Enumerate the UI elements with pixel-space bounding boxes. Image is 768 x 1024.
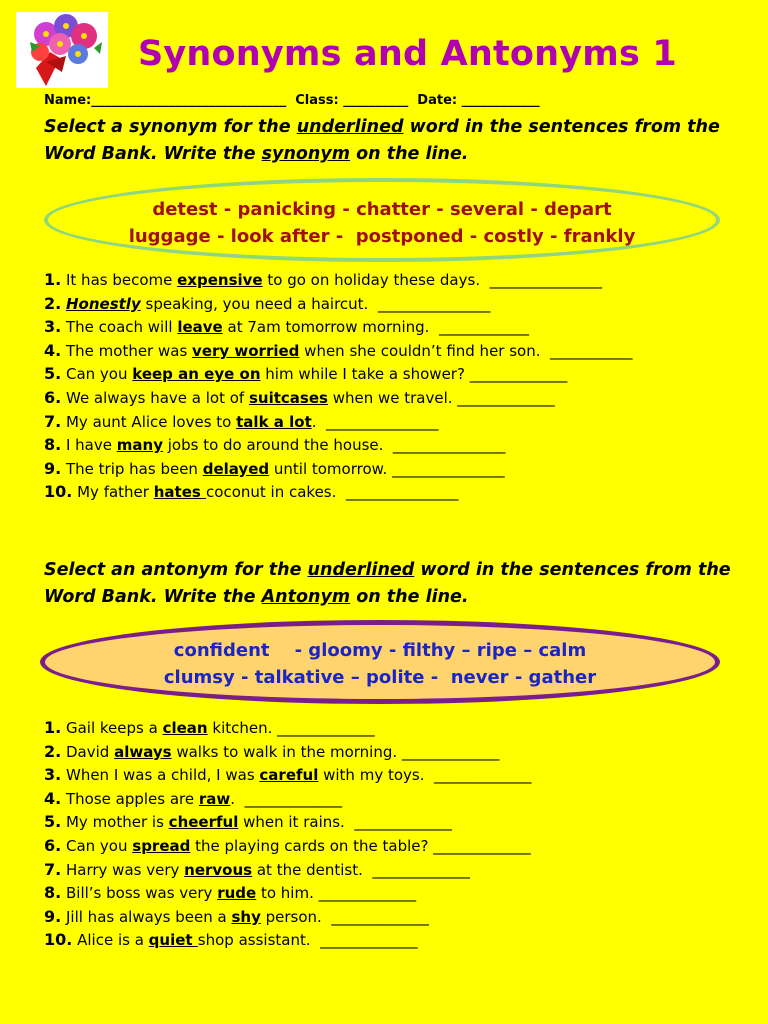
sentence-text-with-blank: him while I take a shower? _____________ — [260, 365, 568, 384]
sentence-row — [44, 410, 633, 434]
sentence-text: Bill’s boss was very — [61, 884, 218, 903]
underlined-word: careful — [259, 766, 319, 785]
underlined-word: many — [116, 436, 163, 455]
underlined-word: nervous — [184, 860, 253, 879]
sentence-text: The mother was — [61, 341, 193, 360]
sentence-text: It has become — [61, 271, 178, 289]
antonym-instruction: Select an antonym for the underlined word in the sentences from the Word Bank. Write the Antonym on the line. — [44, 560, 731, 607]
sentence-text: Gail keeps a — [61, 719, 163, 737]
item-number: 10. — [44, 482, 73, 502]
sentence-text-with-blank: when it rains. _____________ — [238, 813, 452, 832]
sentence-text-with-blank: until tomorrow. _______________ — [269, 459, 505, 478]
sentence-text-with-blank: the playing cards on the table? _____________ — [190, 836, 531, 855]
item-number: 4. — [44, 788, 62, 808]
antonym-sentence-list — [44, 716, 532, 952]
sentence-text: Those apples are — [61, 789, 199, 808]
sentence-text-with-blank: with my toys. _____________ — [318, 766, 532, 785]
page-title: Synonyms and Antonyms 1 — [138, 34, 677, 74]
item-number: 10. — [44, 930, 73, 950]
item-number: 5. — [44, 812, 62, 832]
underlined-word: rude — [217, 884, 257, 903]
underlined-word: expensive — [177, 271, 263, 289]
sentence-text: Can you — [61, 836, 133, 855]
sentence-text-with-blank: jobs to do around the house. _______________ — [162, 436, 506, 455]
sentence-text-with-blank: at the dentist. _____________ — [252, 860, 470, 879]
sentence-text-with-blank: . _______________ — [311, 412, 439, 431]
item-number: 3. — [44, 317, 62, 337]
sentence-text-with-blank: when she couldn’t find her son. ___________ — [299, 341, 633, 360]
sentence-row — [44, 858, 532, 882]
sentence-text: The coach will — [61, 318, 178, 337]
sentence-row — [44, 763, 532, 787]
sentence-row — [44, 881, 532, 905]
sentence-row — [44, 716, 532, 740]
sentence-text-with-blank: to him. _____________ — [256, 884, 417, 903]
sentence-row — [44, 292, 633, 316]
sentence-row — [44, 740, 532, 764]
underlined-word: suitcases — [248, 388, 328, 407]
sentence-text: Harry was very — [61, 860, 185, 879]
sentence-row — [44, 928, 532, 952]
sentence-text-with-blank: when we travel. _____________ — [327, 388, 555, 407]
sentence-text-with-blank: person. _____________ — [260, 907, 429, 926]
sentence-row — [44, 480, 633, 504]
antonym-word-bank — [40, 620, 720, 704]
underlined-word: keep an eye on — [132, 365, 261, 384]
item-number: 9. — [44, 458, 62, 478]
underlined-word: leave — [177, 318, 223, 337]
item-number: 2. — [44, 741, 62, 761]
sentence-row — [44, 339, 633, 363]
name-class-date-line: Name:______________________________ Class: __________ Date: ____________ — [44, 93, 540, 108]
item-number: 7. — [44, 411, 62, 431]
sentence-text-with-blank: speaking, you need a haircut. _______________ — [140, 294, 491, 313]
item-number: 7. — [44, 859, 62, 879]
sentence-text: We always have a lot of — [61, 388, 249, 407]
underlined-word: hates — [153, 483, 207, 502]
sentence-row — [44, 834, 532, 858]
item-number: 9. — [44, 906, 62, 926]
item-number: 6. — [44, 387, 62, 407]
underlined-word: talk a lot — [236, 412, 312, 431]
sentence-text: The trip has been — [61, 459, 203, 478]
item-number: 4. — [44, 340, 62, 360]
item-number: 2. — [44, 293, 62, 313]
underlined-word: shy — [231, 907, 261, 926]
word-bank-line: detest - panicking - chatter - several - depart — [152, 199, 612, 220]
sentence-row — [44, 457, 633, 481]
synonym-instruction: Select a synonym for the underlined word in the sentences from the Word Bank. Write the synonym on the line. — [44, 117, 720, 164]
sentence-text: My father — [72, 483, 154, 502]
sentence-row — [44, 810, 532, 834]
sentence-text-with-blank: kitchen. _____________ — [207, 719, 375, 737]
sentence-text: My mother is — [61, 813, 169, 832]
sentence-text-with-blank: to go on holiday these days. _______________ — [262, 271, 603, 289]
underlined-word: spread — [132, 836, 191, 855]
sentence-text: David — [61, 742, 115, 761]
word-bank-line: clumsy - talkative – polite - never - gather — [163, 667, 597, 688]
sentence-text: When I was a child, I was — [61, 766, 260, 785]
sentence-row — [44, 362, 633, 386]
word-bank-line: luggage - look after - postponed - costly - frankly — [128, 226, 636, 247]
sentence-text: I have — [61, 436, 117, 455]
underlined-word: raw — [198, 789, 231, 808]
underlined-word: cheerful — [168, 813, 239, 832]
synonym-word-bank — [44, 178, 720, 262]
item-number: 1. — [44, 270, 62, 289]
item-number: 8. — [44, 883, 62, 903]
sentence-text-with-blank: shop assistant. _____________ — [197, 931, 418, 950]
sentence-text-with-blank: coconut in cakes. _______________ — [206, 483, 459, 502]
sentence-text-with-blank: walks to walk in the morning. _____________ — [171, 742, 500, 761]
underlined-word: quiet — [148, 931, 198, 950]
word-bank-line: confident - gloomy - filthy – ripe – calm — [173, 640, 587, 661]
item-number: 3. — [44, 765, 62, 785]
sentence-text-with-blank: at 7am tomorrow morning. ____________ — [222, 318, 529, 337]
item-number: 1. — [44, 718, 62, 737]
underlined-word: clean — [162, 719, 208, 737]
item-number: 8. — [44, 435, 62, 455]
sentence-row — [44, 433, 633, 457]
underlined-word: always — [114, 742, 172, 761]
sentence-text: Alice is a — [72, 931, 149, 950]
sentence-text: Jill has always been a — [61, 907, 232, 926]
synonym-sentence-list — [44, 268, 633, 504]
underlined-word: very worried — [192, 341, 300, 360]
sentence-text-with-blank: . _____________ — [230, 789, 343, 808]
sentence-row — [44, 787, 532, 811]
sentence-row — [44, 315, 633, 339]
underlined-word: Honestly — [66, 294, 141, 313]
sentence-text: Can you — [61, 365, 133, 384]
sentence-row — [44, 386, 633, 410]
item-number: 5. — [44, 364, 62, 384]
sentence-row — [44, 268, 633, 292]
underlined-word: delayed — [202, 459, 270, 478]
item-number: 6. — [44, 835, 62, 855]
flower-bouquet-logo — [16, 12, 108, 88]
sentence-row — [44, 905, 532, 929]
sentence-text: My aunt Alice loves to — [61, 412, 237, 431]
